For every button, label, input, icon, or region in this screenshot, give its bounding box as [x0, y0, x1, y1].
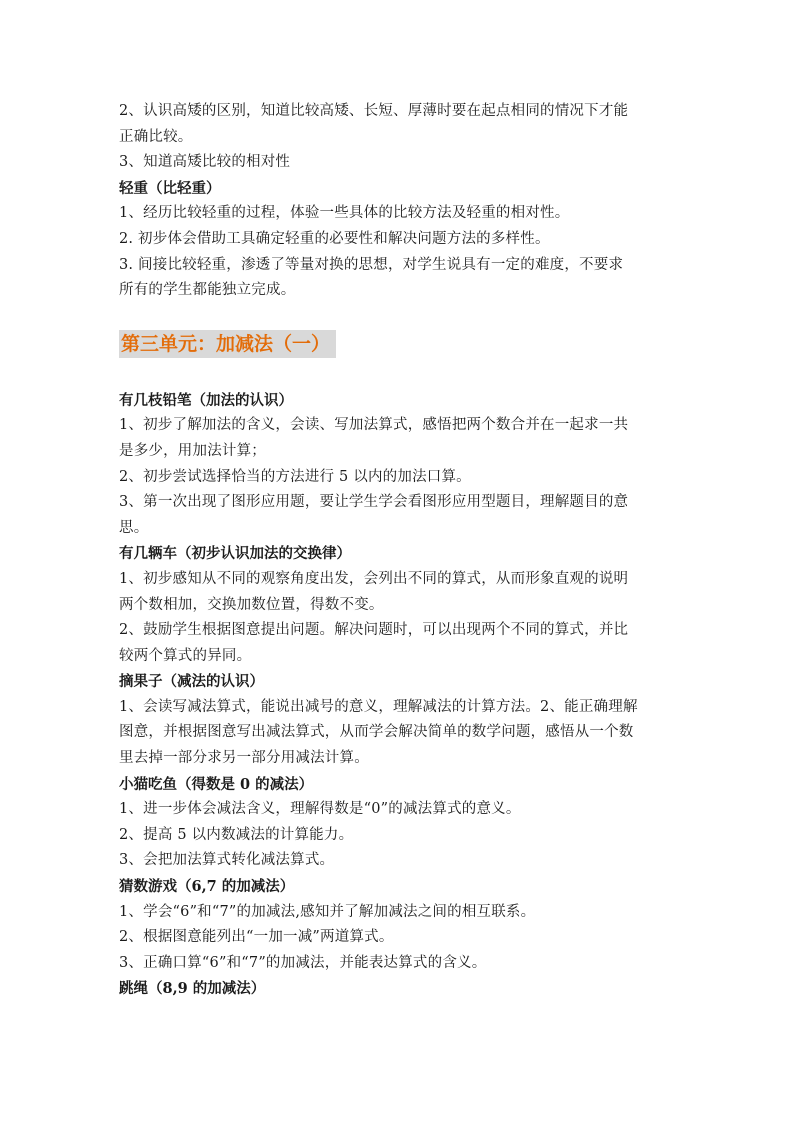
paragraph-line: 思。: [119, 519, 149, 536]
paragraph-line: 1、学会“6”和“7”的加减法,感知并了解加减法之间的相互联系。: [119, 903, 536, 920]
paragraph-line: 两个数相加，交换加数位置，得数不变。: [119, 596, 384, 613]
paragraph-line: 3. 间接比较轻重，渗透了等量对换的思想，对学生说具有一定的难度，不要求: [119, 256, 624, 273]
paragraph-line: 2、根据图意能列出“一加一减”两道算式。: [119, 929, 394, 946]
unit-title-wrapper: [119, 330, 679, 358]
paragraph-line: 3、知道高矮比较的相对性: [119, 154, 291, 171]
section-heading: 摘果子（减法的认识）: [119, 673, 264, 691]
paragraph-line: 2. 初步体会借助工具确定轻重的必要性和解决问题方法的多样性。: [119, 230, 550, 247]
section-jump-rope: [119, 976, 679, 1002]
paragraph-line: 2、初步尝试选择恰当的方法进行 5 以内的加法口算。: [119, 468, 471, 485]
paragraph-line: 3、正确口算“6”和“7”的加减法，并能表达算式的含义。: [119, 954, 487, 971]
paragraph-line: 里去掉一部分求另一部分用减法计算。: [119, 750, 369, 767]
section-heading: 有几辆车（初步认识加法的交换律）: [119, 545, 351, 563]
paragraph-line: 2、认识高矮的区别，知道比较高矮、长短、厚薄时要在起点相同的情况下才能: [119, 103, 629, 119]
section-cars: [119, 541, 679, 669]
paragraph-line: 2、鼓励学生根据图意提出问题。解决问题时，可以出现两个不同的算式，并比: [119, 622, 629, 639]
section-cat-fish: [119, 772, 679, 874]
section-heading: 有几枝铅笔（加法的认识）: [119, 391, 293, 409]
section-height-comparison: [119, 99, 679, 176]
paragraph-line: 1、初步感知从不同的观察角度出发，会列出不同的算式，从而形象直观的说明: [119, 570, 629, 587]
paragraph-line: 正确比较。: [119, 128, 193, 145]
paragraph-line: 图意，并根据图意写出减法算式，从而学会解决简单的数学问题，感悟从一个数: [119, 724, 634, 741]
paragraph-line: 2、提高 5 以内数减法的计算能力。: [119, 826, 354, 843]
document-page: [119, 99, 679, 1002]
paragraph-line: 较两个算式的异同。: [119, 647, 252, 664]
section-weight-comparison: [119, 176, 679, 304]
section-heading: 轻重（比轻重）: [119, 179, 221, 197]
paragraph-line: 3、会把加法算式转化减法算式。: [119, 852, 335, 869]
paragraph-line: 1、初步了解加法的含义，会读、写加法算式，感悟把两个数合并在一起求一共: [119, 417, 629, 434]
section-fruit: [119, 669, 679, 771]
section-pencils: [119, 388, 679, 542]
section-heading: 猜数游戏（6,7 的加减法）: [119, 878, 295, 896]
paragraph-line: 1、经历比较轻重的过程，体验一些具体的比较方法及轻重的相对性。: [119, 205, 570, 222]
section-guess-game: [119, 874, 679, 976]
section-heading: 跳绳（8,9 的加减法）: [119, 980, 266, 998]
paragraph-line: 3、第一次出现了图形应用题，要让学生学会看图形应用型题目，理解题目的意: [119, 494, 629, 511]
paragraph-line: 是多少，用加法计算；: [119, 442, 266, 459]
unit-title: 第三单元：加减法（一）: [119, 330, 336, 358]
section-heading: 小猫吃鱼（得数是 0 的减法）: [119, 775, 314, 793]
paragraph-line: 所有的学生都能独立完成。: [119, 282, 296, 299]
paragraph-line: 1、会读写减法算式，能说出减号的意义，理解减法的计算方法。2、能正确理解: [119, 698, 638, 715]
paragraph-line: 1、进一步体会减法含义，理解得数是“0”的减法算式的意义。: [119, 801, 521, 818]
